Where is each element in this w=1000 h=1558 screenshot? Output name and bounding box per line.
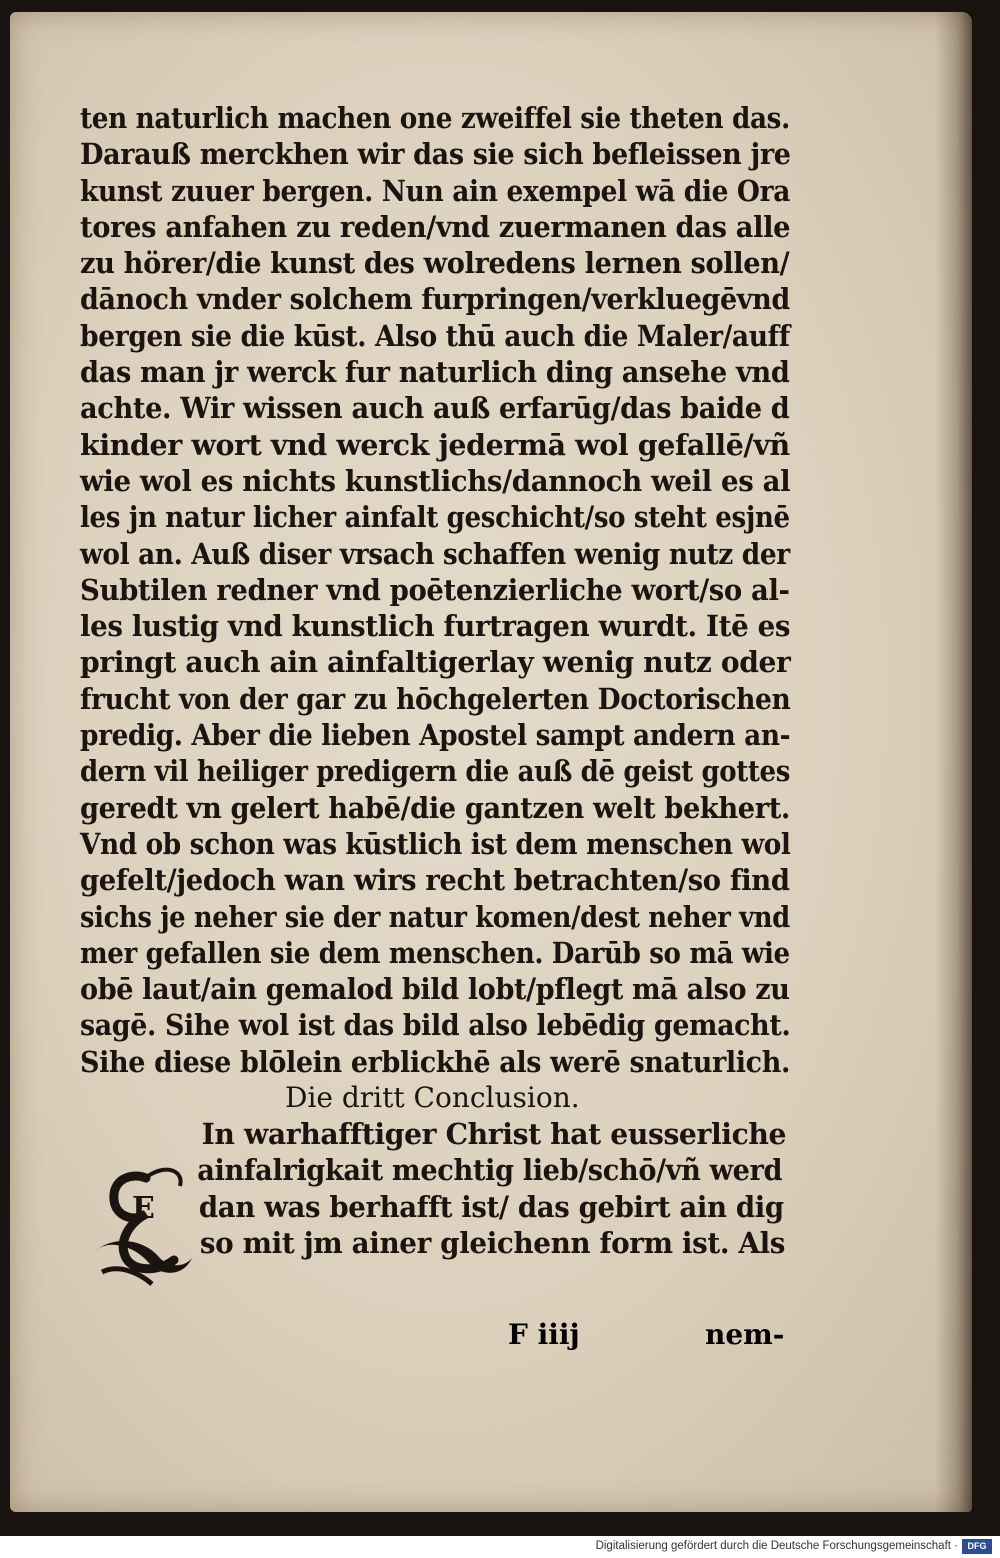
text-line: achte. Wir wissen auch auß erfarūg/das baide d [80,391,790,426]
text-line: sagē. Sihe wol ist das bild also lebēdig gemacht. [80,1008,791,1043]
page-text-block [80,100,790,1261]
text-line: Vnd ob schon was kūstlich ist dem menschen wol [80,826,791,861]
page-gutter-shadow [935,12,973,1512]
text-line: geredt vn gelert habē/die gantzen welt bekhert. [80,790,791,825]
text-line: ten naturlich machen one zweiffel sie theten das. [80,101,790,135]
text-line: gefelt/jedoch wan wirs recht betrachten/so find [80,863,790,898]
text-line: so mit jm ainer gleichenn form ist. Als [199,1225,786,1260]
text-line: wie wol es nichts kunstlichs/dannoch weil es al [80,463,791,498]
text-line: In warhafftiger Christ hat eusserliche [201,1117,787,1152]
text-line: Subtilen redner vnd poētenzierliche wort/so al- [80,572,790,607]
text-line: Darauß merckhen wir das sie sich befleissen jre [80,137,791,172]
digitization-credit: Digitalisierung gefördert durch die Deutsche Forschungsgemeinschaft · [595,1540,958,1552]
signature-mark: F iiij [508,1318,580,1351]
text-line: les jn natur licher ainfalt geschicht/so steht esjnē [80,500,790,535]
text-line: ainfalrigkait mechtig lieb/schō/vñ werd [197,1153,783,1188]
section-heading: Die dritt Conclusion. [285,1081,580,1115]
text-line: dānoch vnder solchem furpringen/verkluegēvnd [80,282,790,317]
text-line: bergen sie die kūst. Also thū auch die Maler/auff [80,318,790,353]
text-line: obē laut/ain gemalod bild lobt/pflegt mā also zu [80,972,790,1007]
initial-letter-text: E [132,1191,155,1226]
text-line: wol an. Auß diser vrsach schaffen wenig nutz der [80,536,790,571]
text-line: mer gefallen sie dem menschen. Darūb so mā wie [80,935,790,970]
text-line: dan was berhafft ist/ das gebirt ain dig [198,1189,784,1224]
text-line: les lustig vnd kunstlich furtragen wurdt. Itē es [80,609,791,644]
text-line: kinder wort vnd werck jedermā wol gefallē/vñ [80,427,790,462]
text-line: sichs je neher sie der natur komen/dest neher vnd [80,899,790,934]
signature-line [500,1318,790,1358]
text-line: frucht von der gar zu hōchgelerten Doctorischen [80,681,791,716]
text-line: zu hörer/die kunst des wolredens lernen sollen/ [80,246,790,281]
text-line: kunst zuuer bergen. Nun ain exempel wā die Ora [80,173,791,208]
text-line: das man jr werck fur naturlich ding ansehe vnd [80,355,790,390]
text-line: Sihe diese blōlein erblickhē als werē snaturlich. [80,1044,791,1079]
text-line: tores anfahen zu reden/vnd zuermanen das alle [80,209,791,244]
text-line: predig. Aber die lieben Apostel sampt andern an- [80,718,791,753]
text-line: pringt auch ain ainfaltigerlay wenig nutz oder [80,645,791,680]
decorated-initial-letter [88,1160,198,1290]
catchword: nem- [705,1318,785,1351]
text-line: dern vil heiliger predigern die auß dē geist gottes [80,754,790,789]
dfg-logo: DFG [962,1539,992,1554]
